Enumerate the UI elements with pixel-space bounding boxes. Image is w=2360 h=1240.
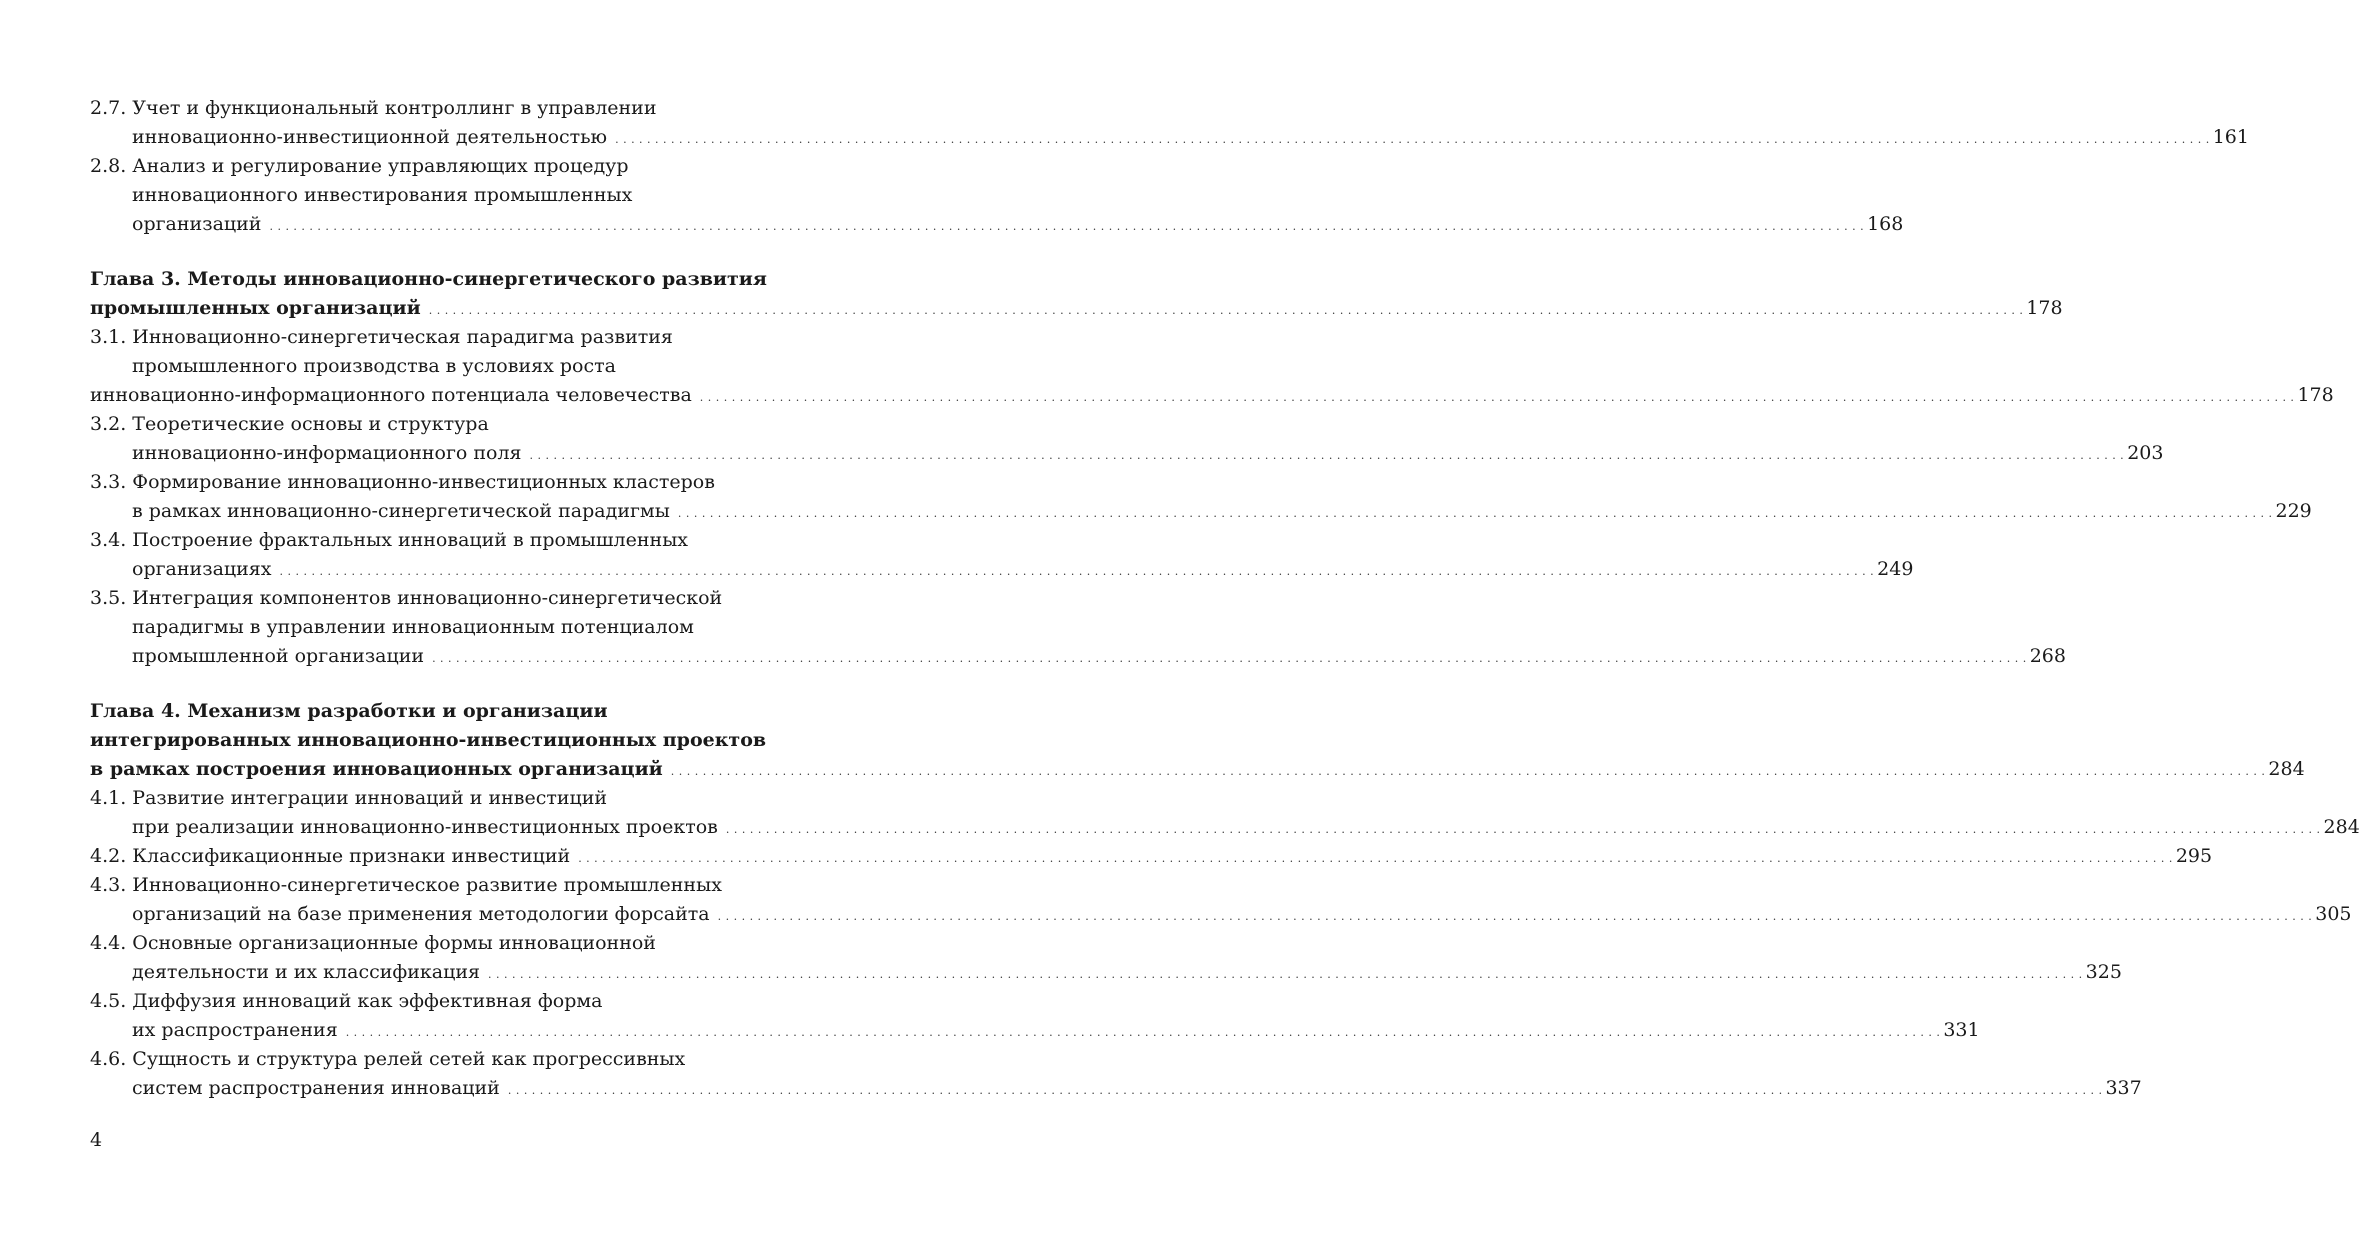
toc-line-text: организаций xyxy=(132,213,262,235)
toc-line xyxy=(90,697,798,726)
toc-line xyxy=(90,323,798,352)
toc-line xyxy=(90,1045,798,1074)
dot-leader: . . . . . . . . . . . . . . . . . . . . . . . . . . . . . . . . . . . . . . . . . . . . . . . . . . . . . . . . . . . . . . . . . . . . . . . . . . . . . . . . . . . . . . . . . . . . . . . . . . . . . . . . . . . . . . . . . . . . . . . . . . . . . . . . . . . . . . . . . . . . . . . . . . . . . . . . . . . . . . . . . . . . . . . . . . . . . . . . . . . . . . . . . . . . . . . . . . . . . . . . xyxy=(699,391,2295,404)
toc-line xyxy=(90,181,798,210)
toc-section-entry xyxy=(90,410,2164,468)
toc-page-number: 305 xyxy=(2315,903,2352,925)
toc-page-number: 331 xyxy=(1943,1019,1980,1041)
toc-page-number: 325 xyxy=(2085,961,2122,983)
toc-line xyxy=(90,900,2352,929)
toc-chapter-entry xyxy=(90,265,2063,323)
dot-leader: . . . . . . . . . . . . . . . . . . . . . . . . . . . . . . . . . . . . . . . . . . . . . . . . . . . . . . . . . . . . . . . . . . . . . . . . . . . . . . . . . . . . . . . . . . . . . . . . . . . . . . . . . . . . . . . . . . . . . . . . . . . . . . . . . . . . . . . . . . . . . . . . . . . . . . . . . . . . . . . . . . . . . . . . . . . . . . . . . . . . . . . . . . . . . . . . . . . . . . . . xyxy=(529,449,2125,462)
toc-line-text: 4.3. Инновационно-синергетическое развитие промышленных xyxy=(90,874,722,896)
dot-leader: . . . . . . . . . . . . . . . . . . . . . . . . . . . . . . . . . . . . . . . . . . . . . . . . . . . . . . . . . . . . . . . . . . . . . . . . . . . . . . . . . . . . . . . . . . . . . . . . . . . . . . . . . . . . . . . . . . . . . . . . . . . . . . . . . . . . . . . . . . . . . . . . . . . . . . . . . . . . . . . . . . . . . . . . . . . . . . . . . . . . . . . . . . . . . . . . . . . . . . . . xyxy=(578,852,2173,865)
toc-line xyxy=(90,755,2305,784)
toc-line-text: промышленного производства в условиях роста xyxy=(132,355,616,377)
toc-section-entry xyxy=(90,1045,2142,1103)
toc-line xyxy=(90,987,798,1016)
toc-line-text: 4.4. Основные организационные формы инновационной xyxy=(90,932,656,954)
toc-section-entry xyxy=(90,871,2352,929)
toc-line-text: при реализации инновационно-инвестиционных проектов xyxy=(132,816,718,838)
dot-leader: . . . . . . . . . . . . . . . . . . . . . . . . . . . . . . . . . . . . . . . . . . . . . . . . . . . . . . . . . . . . . . . . . . . . . . . . . . . . . . . . . . . . . . . . . . . . . . . . . . . . . . . . . . . . . . . . . . . . . . . . . . . . . . . . . . . . . . . . . . . . . . . . . . . . . . . . . . . . . . . . . . . . . . . . . . . . . . . . . . . . . . . . . . . . . . . . . . . . . . . . xyxy=(428,304,2024,317)
toc-chapter-entry xyxy=(90,697,2305,784)
toc-line-text: парадигмы в управлении инновационным потенциалом xyxy=(132,616,694,638)
dot-leader: . . . . . . . . . . . . . . . . . . . . . . . . . . . . . . . . . . . . . . . . . . . . . . . . . . . . . . . . . . . . . . . . . . . . . . . . . . . . . . . . . . . . . . . . . . . . . . . . . . . . . . . . . . . . . . . . . . . . . . . . . . . . . . . . . . . . . . . . . . . . . . . . . . . . . . . . . . . . . . . . . . . . . . . . . . . . . . . . . . . . . . . . . . . . . . . . . . . . . . . . xyxy=(345,1026,1941,1039)
toc-section-entry xyxy=(90,929,2122,987)
toc-section-entry xyxy=(90,323,2334,410)
toc-line-text: 3.5. Интеграция компонентов инновационно-синергетической xyxy=(90,587,723,609)
toc-line xyxy=(90,123,2249,152)
toc-line-text: их распространения xyxy=(132,1019,338,1041)
dot-leader: . . . . . . . . . . . . . . . . . . . . . . . . . . . . . . . . . . . . . . . . . . . . . . . . . . . . . . . . . . . . . . . . . . . . . . . . . . . . . . . . . . . . . . . . . . . . . . . . . . . . . . . . . . . . . . . . . . . . . . . . . . . . . . . . . . . . . . . . . . . . . . . . . . . . . . . . . . . . . . . . . . . . . . . . . . . . . . . . . . . . . . . . . . . . . . . . . . . . . . . . xyxy=(670,765,2266,778)
toc-line-text: 3.4. Построение фрактальных инноваций в промышленных xyxy=(90,529,689,551)
toc-line xyxy=(90,584,798,613)
toc-line xyxy=(90,497,2312,526)
toc-line-text: интегрированных инновационно-инвестиционных проектов xyxy=(90,729,767,751)
toc-line-text: 4.6. Сущность и структура релей сетей как прогрессивных xyxy=(90,1048,686,1070)
toc-line xyxy=(90,784,798,813)
toc-line-text: инновационно-информационного поля xyxy=(132,442,522,464)
toc-line-text: 4.1. Развитие интеграции инноваций и инвестиций xyxy=(90,787,608,809)
dot-leader: . . . . . . . . . . . . . . . . . . . . . . . . . . . . . . . . . . . . . . . . . . . . . . . . . . . . . . . . . . . . . . . . . . . . . . . . . . . . . . . . . . . . . . . . . . . . . . . . . . . . . . . . . . . . . . . . . . . . . . . . . . . . . . . . . . . . . . . . . . . . . . . . . . . . . . . . . . . . . . . . . . . . . . . . . . . . . . . . . . . . . . . . . . . . . . . . . . . . . . . . xyxy=(432,652,2027,665)
toc-page-number: 337 xyxy=(2105,1077,2142,1099)
toc-line xyxy=(90,265,798,294)
toc-line-text: 2.8. Анализ и регулирование управляющих процедур xyxy=(90,155,629,177)
toc-page-number: 249 xyxy=(1877,558,1914,580)
toc-line xyxy=(90,352,798,381)
toc-line-text: 3.2. Теоретические основы и структура xyxy=(90,413,489,435)
toc-page-number: 161 xyxy=(2212,126,2249,148)
dot-leader: . . . . . . . . . . . . . . . . . . . . . . . . . . . . . . . . . . . . . . . . . . . . . . . . . . . . . . . . . . . . . . . . . . . . . . . . . . . . . . . . . . . . . . . . . . . . . . . . . . . . . . . . . . . . . . . . . . . . . . . . . . . . . . . . . . . . . . . . . . . . . . . . . . . . . . . . . . . . . . . . . . . . . . . . . . . . . . . . . . . . . . . . . . . . . . . . . . . . . . . . xyxy=(717,910,2313,923)
toc-line xyxy=(90,439,2164,468)
toc-line xyxy=(90,94,798,123)
toc-line xyxy=(90,871,798,900)
toc-line xyxy=(90,642,2066,671)
toc-page-number: 178 xyxy=(2297,384,2334,406)
toc-section-entry xyxy=(90,842,2213,871)
dot-leader: . . . . . . . . . . . . . . . . . . . . . . . . . . . . . . . . . . . . . . . . . . . . . . . . . . . . . . . . . . . . . . . . . . . . . . . . . . . . . . . . . . . . . . . . . . . . . . . . . . . . . . . . . . . . . . . . . . . . . . . . . . . . . . . . . . . . . . . . . . . . . . . . . . . . . . . . . . . . . . . . . . . . . . . . . . . . . . . . . . . . . . . . . . . . . . . . . . . . . . . . xyxy=(507,1084,2103,1097)
toc-section-entry xyxy=(90,468,2312,526)
toc-page-number: 268 xyxy=(2029,645,2066,667)
toc-line xyxy=(90,726,798,755)
toc-line-text: Глава 3. Методы инновационно-синергетического развития xyxy=(90,268,767,290)
toc-line xyxy=(90,613,798,642)
dot-leader: . . . . . . . . . . . . . . . . . . . . . . . . . . . . . . . . . . . . . . . . . . . . . . . . . . . . . . . . . . . . . . . . . . . . . . . . . . . . . . . . . . . . . . . . . . . . . . . . . . . . . . . . . . . . . . . . . . . . . . . . . . . . . . . . . . . . . . . . . . . . . . . . . . . . . . . . . . . . . . . . . . . . . . . . . . . . . . . . . . . . . . . . . . . . . . . . . . . . . . . . xyxy=(725,823,2321,836)
toc-line xyxy=(90,468,798,497)
toc-line-text: в рамках инновационно-синергетической парадигмы xyxy=(132,500,670,522)
toc-line-text: 2.7. Учет и функциональный контроллинг в управлении xyxy=(90,97,657,119)
toc-section-entry xyxy=(90,94,2249,152)
toc-line-text: инновационно-информационного потенциала человечества xyxy=(90,384,692,406)
toc-line xyxy=(90,1074,2142,1103)
toc-line-text: промышленных организаций xyxy=(90,297,421,319)
dot-leader: . . . . . . . . . . . . . . . . . . . . . . . . . . . . . . . . . . . . . . . . . . . . . . . . . . . . . . . . . . . . . . . . . . . . . . . . . . . . . . . . . . . . . . . . . . . . . . . . . . . . . . . . . . . . . . . . . . . . . . . . . . . . . . . . . . . . . . . . . . . . . . . . . . . . . . . . . . . . . . . . . . . . . . . . . . . . . . . . . . . . . . . . . . . . . . . . . . . . . . . . xyxy=(615,133,2210,146)
toc-line-text: в рамках построения инновационных организаций xyxy=(90,758,663,780)
toc-line-text: организаций на базе применения методологии форсайта xyxy=(132,903,710,925)
dot-leader: . . . . . . . . . . . . . . . . . . . . . . . . . . . . . . . . . . . . . . . . . . . . . . . . . . . . . . . . . . . . . . . . . . . . . . . . . . . . . . . . . . . . . . . . . . . . . . . . . . . . . . . . . . . . . . . . . . . . . . . . . . . . . . . . . . . . . . . . . . . . . . . . . . . . . . . . . . . . . . . . . . . . . . . . . . . . . . . . . . . . . . . . . . . . . . . . . . . . . . . . xyxy=(677,507,2273,520)
toc-line-text: промышленной организации xyxy=(132,645,425,667)
toc-line-text: 4.2. Классификационные признаки инвестиций xyxy=(90,845,571,867)
toc-line xyxy=(90,958,2122,987)
toc-line xyxy=(90,929,798,958)
toc-line-text: 3.1. Инновационно-синергетическая парадигма развития xyxy=(90,326,673,348)
toc-line xyxy=(90,210,1904,239)
toc-line-text: инновационно-инвестиционной деятельностью xyxy=(132,126,608,148)
toc-section-entry xyxy=(90,152,1904,239)
toc-line xyxy=(90,526,798,555)
toc-line xyxy=(90,555,1914,584)
toc-line xyxy=(90,813,2360,842)
toc-section-entry xyxy=(90,784,2360,842)
toc-line-text: систем распространения инноваций xyxy=(132,1077,500,1099)
toc-section-entry xyxy=(90,526,1914,584)
table-of-contents xyxy=(90,94,2360,1103)
toc-page-number: 203 xyxy=(2127,442,2164,464)
toc-line xyxy=(90,294,2063,323)
toc-line xyxy=(90,381,2334,410)
page-number: 4 xyxy=(90,1129,103,1151)
toc-page-number: 284 xyxy=(2323,816,2360,838)
toc-line xyxy=(90,842,2213,871)
toc-line-text: организациях xyxy=(132,558,272,580)
toc-line-text: инновационного инвестирования промышленных xyxy=(132,184,633,206)
toc-line-text: Глава 4. Механизм разработки и организации xyxy=(90,700,608,722)
toc-page-number: 178 xyxy=(2026,297,2063,319)
toc-line xyxy=(90,410,798,439)
toc-section-entry xyxy=(90,584,2066,671)
dot-leader: . . . . . . . . . . . . . . . . . . . . . . . . . . . . . . . . . . . . . . . . . . . . . . . . . . . . . . . . . . . . . . . . . . . . . . . . . . . . . . . . . . . . . . . . . . . . . . . . . . . . . . . . . . . . . . . . . . . . . . . . . . . . . . . . . . . . . . . . . . . . . . . . . . . . . . . . . . . . . . . . . . . . . . . . . . . . . . . . . . . . . . . . . . . . . . . . . . . . . . . . xyxy=(279,565,1875,578)
toc-line xyxy=(90,152,798,181)
toc-line-text: деятельности и их классификация xyxy=(132,961,481,983)
toc-line-text: 3.3. Формирование инновационно-инвестиционных кластеров xyxy=(90,471,715,493)
toc-line-text: 4.5. Диффузия инноваций как эффективная форма xyxy=(90,990,603,1012)
toc-line xyxy=(90,1016,1980,1045)
dot-leader: . . . . . . . . . . . . . . . . . . . . . . . . . . . . . . . . . . . . . . . . . . . . . . . . . . . . . . . . . . . . . . . . . . . . . . . . . . . . . . . . . . . . . . . . . . . . . . . . . . . . . . . . . . . . . . . . . . . . . . . . . . . . . . . . . . . . . . . . . . . . . . . . . . . . . . . . . . . . . . . . . . . . . . . . . . . . . . . . . . . . . . . . . . . . . . . . . . . . . . . . xyxy=(488,968,2083,981)
toc-page-number: 284 xyxy=(2268,758,2305,780)
toc-page-number: 229 xyxy=(2275,500,2312,522)
toc-page-number: 295 xyxy=(2175,845,2213,867)
dot-leader: . . . . . . . . . . . . . . . . . . . . . . . . . . . . . . . . . . . . . . . . . . . . . . . . . . . . . . . . . . . . . . . . . . . . . . . . . . . . . . . . . . . . . . . . . . . . . . . . . . . . . . . . . . . . . . . . . . . . . . . . . . . . . . . . . . . . . . . . . . . . . . . . . . . . . . . . . . . . . . . . . . . . . . . . . . . . . . . . . . . . . . . . . . . . . . . . . . . . . . . . xyxy=(269,220,1865,233)
toc-section-entry xyxy=(90,987,1980,1045)
toc-page-number: 168 xyxy=(1867,213,1904,235)
